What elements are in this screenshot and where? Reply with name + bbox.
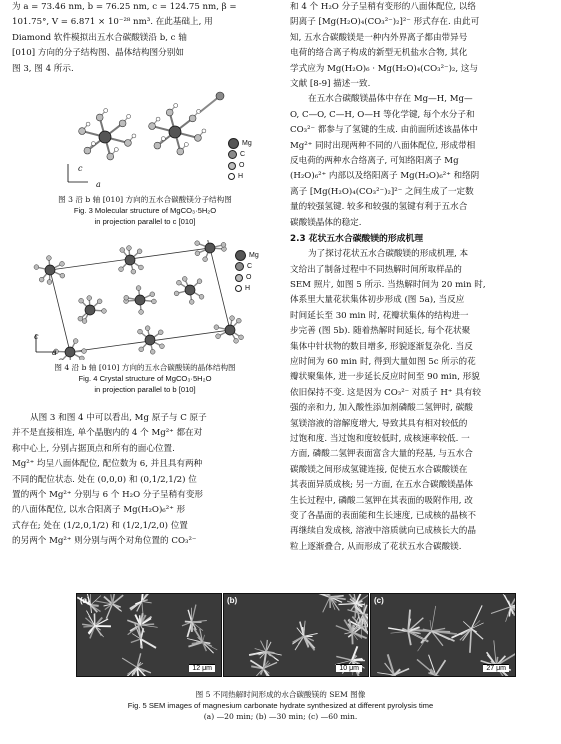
crystal-needle [436,675,455,676]
oxygen-atom [214,325,219,330]
oxygen-atom [79,356,84,360]
fig4-legend [235,250,259,294]
text-line: 为 a = 73.46 nm, b = 76.25 nm, c = 124.75 nm, β = [12,2,237,12]
scale-bar-label: 27 μm [483,664,509,672]
oxygen-atom [79,128,86,135]
text-line: 知, 五水合碳酸镁是一种内外界离子都由带异号 [290,32,468,43]
oxygen-atom [120,248,125,253]
sem-panel-label: (a) [80,596,90,605]
magnesium-atom [205,243,215,253]
atom-swatch-icon [235,250,246,261]
magnesium-atom [125,255,135,265]
legend-item [228,149,252,160]
fig4-crystal-diagram [30,240,270,360]
left-top-paragraph [12,0,278,77]
text-line: 文给出了制备过程中不同热解时间所取样品的 [290,264,462,275]
text-line: 图 3, 图 4 所示. [12,63,74,74]
text-line: Diamond 软件模拟出五水合碳酸镁沿 b, c 轴 [12,32,187,43]
oxygen-atom [97,299,102,304]
text-line: O, C—O, C—H, O—H 等化学键, 每个水分子和 [290,109,475,120]
crystal-needle [504,595,510,607]
text-line: 并不是直接相连, 单个晶胞内的 4 个 Mg²⁺ 都在对 [12,428,203,439]
oxygen-atom [138,329,143,334]
sem-panel [76,593,222,677]
oxygen-atom [239,335,244,340]
oxygen-atom [195,241,200,246]
crystal-needle [188,610,192,622]
text-line: 反电荷的两种水合络离子, 可知络阳离子 Mg [290,156,459,167]
crystal-needle [377,673,394,675]
oxygen-atom [127,246,132,251]
text-line: CO₃²⁻ 都参与了氢键的生成. 由前面所述该晶体中 [290,125,478,136]
text-line: 碳酸镁之间形成氢键连接, 促使五水合碳酸镁在 [290,464,468,475]
oxygen-atom [78,316,83,321]
oxygen-atom [39,277,44,282]
magnesium-atom [169,126,181,138]
legend-label: O [239,162,245,169]
crystal-needle [192,605,196,622]
fig4-caption-en-1: Fig. 4 Crystal structure of MgCO₃·5H₂O [78,374,212,383]
crystal-needle [138,626,140,639]
oxygen-atom [136,286,141,291]
legend-item [235,250,259,261]
legend-label: H [238,173,244,180]
atom-swatch-icon [228,138,239,149]
crystal-needle [91,596,101,605]
text-line: 碳酸镁晶体的稳定. [290,217,362,228]
text-line: 瓣状聚集体, 进一步延长反应时间至 90 min, 形貌 [290,372,480,383]
fig3-legend [228,138,252,182]
sem-panel-label: (b) [227,596,238,605]
hydrogen-atom [132,134,136,138]
oxygen-atom [137,249,142,254]
legend-item [228,138,252,149]
sem-panel [370,593,516,677]
oxygen-atom [60,273,65,278]
crystal-needle [122,658,137,667]
crystal-needle [352,632,353,644]
hydrogen-atom [91,142,95,146]
crystal-needle [436,660,446,675]
oxygen-atom [195,135,202,142]
text-line: 步完善 (图 5b). 随着热解时间延长, 每个花状聚 [290,326,471,337]
magnesium-atom [65,347,75,357]
text-line: 时间延长至 30 min 时, 花瓣状集体的结构进一 [290,310,469,321]
text-line: 和 4 个 H₂O 分子呈稍有变形的八面体配位, 以络 [290,2,476,12]
crystal-needle [192,621,207,622]
crystal-needle [192,622,203,631]
oxygen-atom [125,140,132,147]
oxygen-atom [189,115,196,122]
right-column [290,0,552,555]
magnesium-atom [185,285,195,295]
text-line: [010] 方向的分子结构图、晶体结构图分别如 [12,48,184,59]
atom-swatch-icon [235,274,243,282]
oxygen-atom [139,310,144,315]
oxygen-atom [154,142,161,149]
atom-swatch-icon [228,173,235,180]
oxygen-atom [84,147,91,154]
text-line: 在五水合碳酸镁晶体中存在 Mg—H, Mg— [308,94,473,105]
oxygen-atom [221,242,226,247]
fig5-caption [20,689,541,722]
crystal-needle [131,639,141,642]
oxygen-atom [197,279,202,284]
oxygen-atom [230,316,235,321]
crystal-needle [471,629,483,639]
text-line: 过饱和度. 当过饱和度较低时, 成核速率较低. 一 [290,433,470,444]
text-line: 电荷的络合离子构成的新型无机盐水合物, 其化 [290,48,468,59]
legend-label: C [247,263,253,270]
oxygen-atom [102,309,107,314]
crystal-needle [431,606,435,631]
oxygen-atom [158,330,163,335]
text-line: 粒上逐渐叠合, 从而形成了花状五水合碳酸镁. [290,541,462,552]
section-2-3-title: 2.3 花状五水合碳酸镁的形成机理 [290,234,424,245]
atom-swatch-icon [235,262,244,271]
carbon-atom [216,92,224,100]
text-line: 方面, 磷酸二氢钾表面富含大量的羟基, 与五水合 [290,449,473,460]
crystal-needle [408,610,410,632]
magnesium-atom [85,305,95,315]
text-line: (H₂O)₆²⁺ 内部以及络阳离子 Mg(H₂O)₆²⁺ 和络阴 [290,171,480,182]
text-line: 的另两个 Mg²⁺ 则分别与两个对角位置的 CO₃²⁻ [12,536,197,547]
oxygen-atom [151,299,156,304]
atom-swatch-icon [235,285,242,292]
oxygen-atom [216,334,221,339]
legend-item [228,171,252,182]
crystal-needle [261,668,264,674]
legend-item [235,283,259,294]
crystal-needle [140,625,157,627]
text-line: 的八面体配位, 以水合阳离子 Mg(H₂O)₆²⁺ 形 [12,505,186,516]
text-line: SEM 照片, 如图 5 所示. 当热解时间为 20 min 时, [290,279,486,290]
oxygen-atom [124,295,129,300]
oxygen-atom [139,265,144,270]
oxygen-atom [79,298,84,303]
crystal-needle [352,660,363,661]
hydrogen-atom [202,129,206,133]
atom-swatch-icon [228,150,237,159]
text-line: 置的两个 Mg²⁺ 分别与 6 个 H₂O 分子呈稍有变形 [12,490,204,501]
text-line: 文献 [8-9] 描述一致. [290,79,371,90]
figure-4 [30,240,270,360]
fig3-caption-en-2: in projection parallel to c [010] [94,217,196,226]
hydrogen-atom [161,137,165,141]
text-line: Mg²⁺ 同时出现两种不同的八面体配位, 形成带相 [290,140,476,151]
text-line: 再继续自发成核, 溶液中溶质就向已成核长大的晶 [290,526,476,537]
oxygen-atom [236,318,241,323]
fig4-caption [12,362,278,395]
oxygen-atom [119,267,124,272]
legend-item [235,261,259,272]
text-line: 氢镁溶液的溶解度增大, 导致其具有相对较低的 [290,418,468,429]
text-line: 其表面异质成核; 另一方面, 在五水合碳酸镁晶体 [290,480,473,491]
right-paragraph-2 [290,92,552,231]
crystal-needle [470,629,471,653]
crystal-needle [430,620,431,631]
magnesium-atom [135,295,145,305]
fig4-caption-en-2: in projection parallel to b [010] [94,385,196,394]
text-line: 应时间为 60 min 时, 得到大量如图 5c 所示的花 [290,356,476,367]
text-line: 学式应为 Mg(H₂O)₆ · Mg(H₂O)₄(CO₃²⁻)₂, 这与 [290,63,479,74]
fig3-caption-en-1: Fig. 3 Molecular structure of MgCO₃·5H₂O [73,206,217,215]
oxygen-atom [82,349,87,354]
oxygen-atom [177,148,184,155]
crystal-needle [304,633,318,636]
oxygen-atom [174,291,179,296]
legend-item [235,272,259,283]
crystal-needle [491,607,510,614]
hydrogen-atom [127,114,131,118]
oxygen-atom [182,276,187,281]
oxygen-atom [131,269,136,274]
text-line: 式存在; 处在 (1/2,0,1/2) 和 (1/2,1/2,0) 位置 [12,520,188,531]
text-line: 变了各晶面的表面能和生长速度, 已成核的晶核不 [290,511,476,521]
fig5-caption-en: Fig. 5 SEM images of magnesium carbonate hydrate synthesized at different pyrolysis time [127,701,434,710]
magnesium-atom [99,131,111,143]
crystal-needle [388,654,394,675]
crystal-needle [86,611,94,626]
text-line: 体系里大量花状集体初步形成 (图 5a), 当反应 [290,295,465,306]
oxygen-atom [34,265,39,270]
legend-label: O [246,274,252,281]
text-line: 集体中针状物的数目增多, 形貌逐渐复杂化. 当反 [290,341,473,352]
hydrogen-atom [114,148,118,152]
hydrogen-atom [174,103,178,107]
left-body-paragraph [12,411,278,550]
oxygen-atom [73,339,78,344]
right-paragraph-3 [290,247,552,555]
scale-bar-label: 12 μm [189,664,215,672]
hydrogen-atom [104,108,108,112]
figure-3 [60,82,260,190]
hydrogen-atom [156,117,160,121]
oxygen-atom [96,114,103,121]
text-line: 101.75°, V = 6.871 × 10⁻²⁸ nm³. 在此基础上, 用 [12,17,213,28]
atom-swatch-icon [228,162,236,170]
oxygen-atom [166,109,173,116]
scale-bar-label: 10 μm [336,664,362,672]
text-line: 称中心上, 分别占据顶点和所有的面心位置. [12,443,175,454]
fig5-caption-cn: 图 5 不同热解时间形成的水合碳酸镁的 SEM 图像 [195,690,366,699]
oxygen-atom [199,294,204,299]
text-line: 不同的配位状态. 处在 (0,0,0) 和 (0,1/2,1/2) 位 [12,474,197,485]
oxygen-atom [160,344,165,349]
oxygen-atom [60,261,65,266]
oxygen-atom [145,326,150,331]
crystal-needle [471,605,482,628]
magnesium-atom [225,325,235,335]
legend-label: Mg [249,252,259,259]
oxygen-atom [149,123,156,130]
oxygen-atom [139,347,144,352]
magnesium-atom [45,265,55,275]
hydrogen-atom [86,122,90,126]
oxygen-atom [107,153,114,160]
crystal-needle [344,632,352,634]
legend-label: C [240,151,246,158]
oxygen-atom [47,280,52,285]
fig4-axis-c: c [34,332,39,341]
text-line: 离子 [Mg(H₂O)₄(CO₃²⁻)₂]²⁻ 之间生成了一定数 [290,186,474,197]
crystal-needle [141,639,156,648]
text-line: 生长过程中, 磷酸二氢钾在其表面的吸附作用, 改 [290,495,473,506]
crystal-needle [323,597,330,612]
right-paragraph-1 [290,0,552,92]
legend-label: H [245,285,251,292]
text-line: 量的较强氢键. 较多和较强的氢键有利于五水合 [290,202,468,213]
hydrogen-atom [184,143,188,147]
fig3-axis-c: c [78,164,83,173]
oxygen-atom [176,280,181,285]
text-line: Mg²⁺ 均呈八面体配位, 配位数为 6, 并且具有两种 [12,459,203,470]
legend-item [228,160,252,171]
oxygen-atom [189,300,194,305]
fig3-caption [12,194,278,227]
oxygen-atom [234,338,239,343]
text-line: 强的亲和力, 加入酸性添加剂磷酸二氢钾时, 碳酸 [290,403,473,414]
oxygen-atom [203,257,208,262]
fig3-caption-cn: 图 3 沿 b 轴 [010] 方向的五水合碳酸镁分子结构图 [58,195,232,204]
text-line: 阴离子 [Mg(H₂O)₄(CO₃²⁻)₂]²⁻ 形式存在. 由此可 [290,17,480,28]
left-column [12,0,278,77]
fig4-axis-a: a [52,348,57,357]
crystal-needle [391,631,409,633]
sem-panel-label: (c) [374,596,384,605]
oxygen-atom [87,296,92,301]
crystal-needle [140,615,141,625]
oxygen-atom [150,292,155,297]
text-line: 为了探讨花状五水合碳酸镁的形成机理, 本 [308,249,469,260]
oxygen-atom [119,120,126,127]
crystal-needle [463,621,471,628]
fig3-axis-a: a [96,180,101,189]
text-line: 依旧保持不变. 这是因为 CO₃²⁻ 对质子 H⁺ 具有较 [290,387,481,398]
crystal-needle [379,675,394,676]
oxygen-atom [195,251,200,256]
crystal-needle [140,624,154,625]
sem-panel [223,593,369,677]
magnesium-atom [145,335,155,345]
oxygen-atom [150,349,155,354]
crystal-needle [336,656,352,660]
fig4-caption-cn: 图 4 沿 b 轴 [010] 方向的五水合碳酸镁的晶体结构图 [54,363,236,372]
text-line: 从图 3 和图 4 中可以看出, Mg 原子与 C 原子 [30,413,207,423]
crystal-needle [338,604,355,605]
oxygen-atom [46,256,51,261]
legend-label: Mg [242,140,252,147]
crystal-needle [95,626,104,637]
fig5-caption-sub: (a) —20 min; (b) —30 min; (c) —60 min. [203,712,358,721]
